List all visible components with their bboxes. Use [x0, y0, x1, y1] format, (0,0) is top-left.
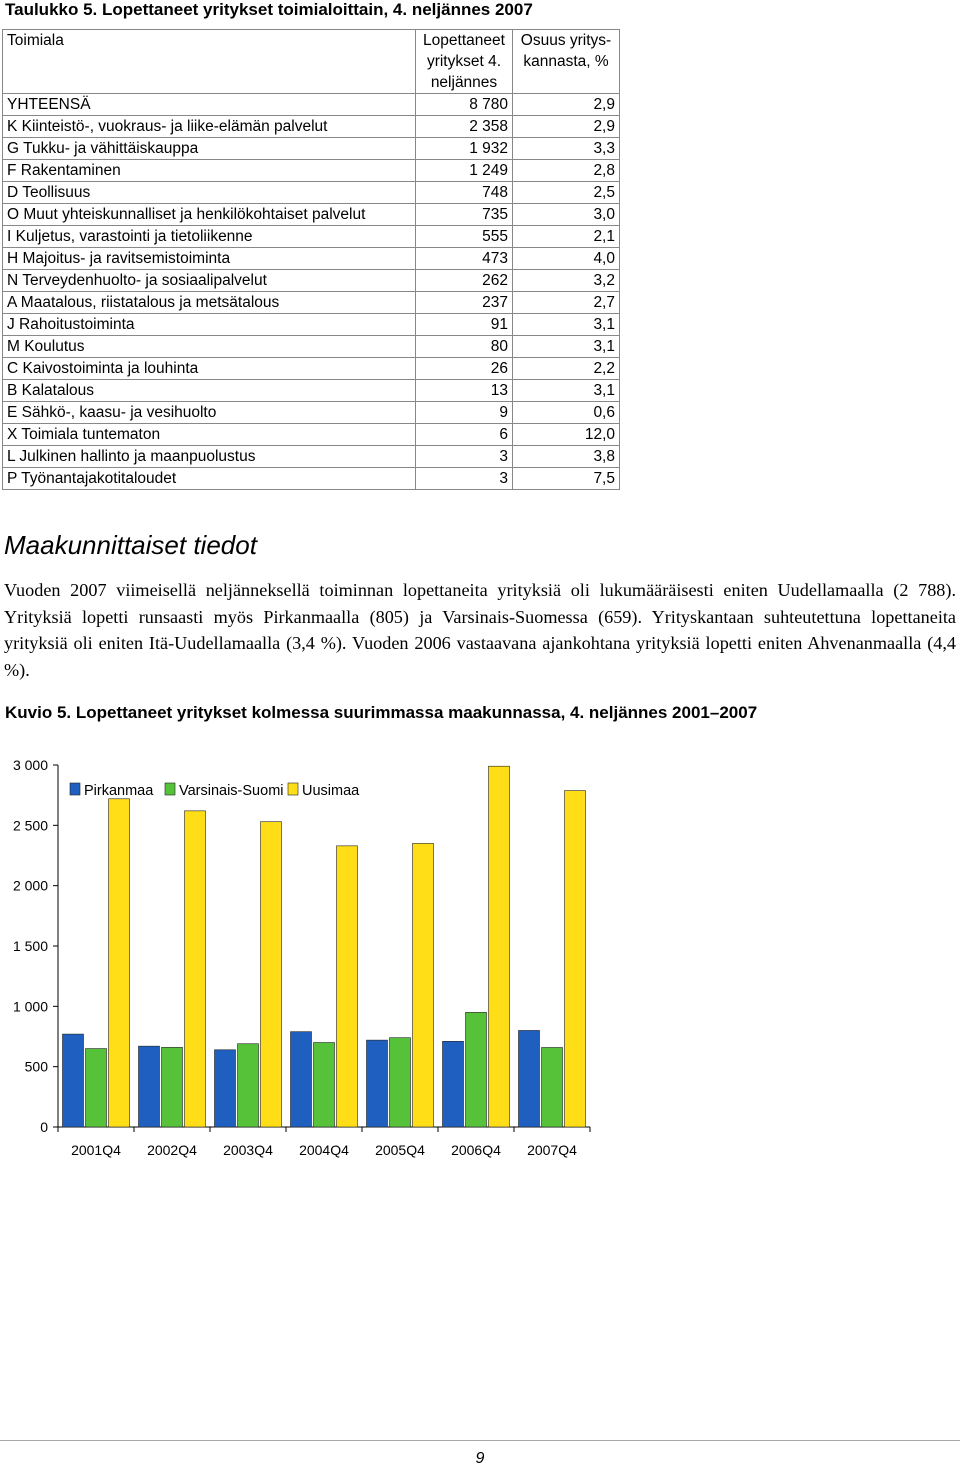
- chart-caption: Kuvio 5. Lopettaneet yritykset kolmessa suurimmassa maakunnassa, 4. neljännes 2001–2007: [5, 703, 758, 722]
- table-row: [3, 336, 620, 358]
- page-number: 9: [475, 1450, 485, 1467]
- y-tick-label: 0: [40, 1119, 48, 1135]
- industry-cell: K Kiinteistö-, vuokraus- ja liike-elämän palvelut: [3, 116, 416, 138]
- share-cell: 2,1: [513, 226, 620, 248]
- bar-pirkanmaa-2007q4: [519, 1030, 540, 1127]
- bar-uusimaa-2001q4: [109, 799, 130, 1127]
- y-tick-label: 500: [24, 1058, 48, 1075]
- count-cell: 555: [416, 226, 513, 248]
- bar-varsinais-suomi-2003q4: [238, 1044, 259, 1127]
- count-cell: 91: [416, 314, 513, 336]
- bar-uusimaa-2006q4: [489, 766, 510, 1127]
- y-tick-label: 3 000: [12, 757, 48, 773]
- share-cell: 3,1: [513, 314, 620, 336]
- header-industry: Toimiala: [3, 30, 416, 94]
- bar-pirkanmaa-2001q4: [63, 1034, 84, 1127]
- industry-cell: G Tukku- ja vähittäiskauppa: [3, 138, 416, 160]
- legend-swatch: [70, 783, 80, 795]
- count-cell: 1 932: [416, 138, 513, 160]
- bar-pirkanmaa-2006q4: [443, 1041, 464, 1127]
- table-row: [3, 116, 620, 138]
- legend-swatch: [288, 783, 298, 795]
- share-cell: 2,9: [513, 116, 620, 138]
- x-tick-label: 2006Q4: [451, 1142, 501, 1158]
- x-tick-label: 2004Q4: [299, 1142, 349, 1158]
- industry-cell: J Rahoitustoiminta: [3, 314, 416, 336]
- legend-label: Pirkanmaa: [84, 783, 154, 799]
- bar-varsinais-suomi-2004q4: [314, 1043, 335, 1127]
- industry-cell: YHTEENSÄ: [3, 94, 416, 116]
- industry-cell: C Kaivostoiminta ja louhinta: [3, 358, 416, 380]
- share-cell: 3,2: [513, 270, 620, 292]
- count-cell: 2 358: [416, 116, 513, 138]
- industry-cell: L Julkinen hallinto ja maanpuolustus: [3, 446, 416, 468]
- table-row: [3, 380, 620, 402]
- table-row: [3, 270, 620, 292]
- legend-label: Varsinais-Suomi: [179, 783, 284, 799]
- bar-pirkanmaa-2004q4: [291, 1032, 312, 1127]
- share-cell: 3,8: [513, 446, 620, 468]
- x-tick-label: 2002Q4: [147, 1142, 197, 1158]
- count-cell: 8 780: [416, 94, 513, 116]
- count-cell: 80: [416, 336, 513, 358]
- industry-cell: B Kalatalous: [3, 380, 416, 402]
- count-cell: 13: [416, 380, 513, 402]
- industry-cell: F Rakentaminen: [3, 160, 416, 182]
- y-tick-label: 2 000: [12, 877, 48, 894]
- count-cell: 735: [416, 204, 513, 226]
- y-tick-label: 1 000: [12, 998, 48, 1015]
- industry-cell: M Koulutus: [3, 336, 416, 358]
- share-cell: 3,3: [513, 138, 620, 160]
- industry-cell: E Sähkö-, kaasu- ja vesihuolto: [3, 402, 416, 424]
- bar-varsinais-suomi-2007q4: [542, 1047, 563, 1127]
- table-row: [3, 446, 620, 468]
- section-heading: Maakunnittaiset tiedot: [4, 530, 257, 560]
- industry-cell: N Terveydenhuolto- ja sosiaalipalvelut: [3, 270, 416, 292]
- share-cell: 2,7: [513, 292, 620, 314]
- share-cell: 2,5: [513, 182, 620, 204]
- count-cell: 6: [416, 424, 513, 446]
- share-cell: 3,0: [513, 204, 620, 226]
- body-paragraph: Vuoden 2007 viimeisellä neljänneksellä toiminnan lopettaneita yrityksiä oli lukumääräisesti eniten Uudellamaalla (2 788). Yrityksiä lopetti runsaasti myös Pirkanmaalla (805) ja Varsinais-Suomessa (659). Yrityskantaan suhteutettuna lopettaneita yrityksiä oli eniten Itä-Uudellamaalla (3,4 %). Vuoden 2006 vastaavana ajankohtana yrityksiä lopetti eniten Ahvenanmaalla (4,4 %).: [4, 580, 956, 680]
- bar-varsinais-suomi-2005q4: [390, 1038, 411, 1127]
- bar-uusimaa-2004q4: [337, 846, 358, 1127]
- x-tick-label: 2007Q4: [527, 1142, 577, 1158]
- table-row: [3, 248, 620, 270]
- share-cell: 3,1: [513, 336, 620, 358]
- table-caption: Taulukko 5. Lopettaneet yritykset toimialoittain, 4. neljännes 2007: [5, 0, 533, 19]
- industry-cell: O Muut yhteiskunnalliset ja henkilökohtaiset palvelut: [3, 204, 416, 226]
- bar-uusimaa-2002q4: [185, 811, 206, 1127]
- table-row: [3, 358, 620, 380]
- y-tick-label: 1 500: [12, 938, 48, 954]
- bar-varsinais-suomi-2002q4: [162, 1047, 183, 1127]
- table-row: [3, 226, 620, 248]
- header-closed-companies: Lopettaneet yritykset 4. neljännes: [416, 30, 513, 94]
- bar-uusimaa-2005q4: [413, 843, 434, 1127]
- count-cell: 262: [416, 270, 513, 292]
- table-row: [3, 468, 620, 490]
- share-cell: 12,0: [513, 424, 620, 446]
- bar-pirkanmaa-2002q4: [139, 1046, 160, 1127]
- table-row: [3, 94, 620, 116]
- table-row: [3, 182, 620, 204]
- count-cell: 237: [416, 292, 513, 314]
- bar-uusimaa-2003q4: [261, 822, 282, 1127]
- y-tick-label: 2 500: [12, 817, 48, 834]
- bar-chart: [0, 740, 960, 1180]
- industry-cell: A Maatalous, riistatalous ja metsätalous: [3, 292, 416, 314]
- closures-by-industry-table: [2, 29, 620, 490]
- count-cell: 9: [416, 402, 513, 424]
- x-tick-label: 2003Q4: [223, 1142, 273, 1158]
- share-cell: 7,5: [513, 468, 620, 490]
- table-header-row: [3, 30, 620, 94]
- legend-swatch: [165, 783, 175, 795]
- share-cell: 2,9: [513, 94, 620, 116]
- industry-cell: H Majoitus- ja ravitsemistoiminta: [3, 248, 416, 270]
- table-row: [3, 138, 620, 160]
- table-row: [3, 424, 620, 446]
- bar-varsinais-suomi-2006q4: [466, 1012, 487, 1127]
- bar-uusimaa-2007q4: [565, 791, 586, 1127]
- count-cell: 26: [416, 358, 513, 380]
- table-row: [3, 314, 620, 336]
- bar-varsinais-suomi-2001q4: [86, 1049, 107, 1127]
- industry-cell: P Työnantajakotitaloudet: [3, 468, 416, 490]
- share-cell: 4,0: [513, 248, 620, 270]
- legend-label: Uusimaa: [302, 783, 360, 799]
- header-share-of-stock: Osuus yritys-kannasta, %: [513, 30, 620, 94]
- x-tick-label: 2001Q4: [71, 1142, 121, 1158]
- bar-pirkanmaa-2005q4: [367, 1040, 388, 1127]
- footer-rule: [0, 1440, 960, 1441]
- share-cell: 2,8: [513, 160, 620, 182]
- count-cell: 3: [416, 446, 513, 468]
- industry-cell: D Teollisuus: [3, 182, 416, 204]
- count-cell: 3: [416, 468, 513, 490]
- share-cell: 0,6: [513, 402, 620, 424]
- share-cell: 3,1: [513, 380, 620, 402]
- industry-cell: X Toimiala tuntematon: [3, 424, 416, 446]
- x-tick-label: 2005Q4: [375, 1142, 425, 1158]
- count-cell: 473: [416, 248, 513, 270]
- table-row: [3, 160, 620, 182]
- table-row: [3, 204, 620, 226]
- bar-pirkanmaa-2003q4: [215, 1050, 236, 1127]
- share-cell: 2,2: [513, 358, 620, 380]
- count-cell: 1 249: [416, 160, 513, 182]
- industry-cell: I Kuljetus, varastointi ja tietoliikenne: [3, 226, 416, 248]
- table-row: [3, 402, 620, 424]
- count-cell: 748: [416, 182, 513, 204]
- table-row: [3, 292, 620, 314]
